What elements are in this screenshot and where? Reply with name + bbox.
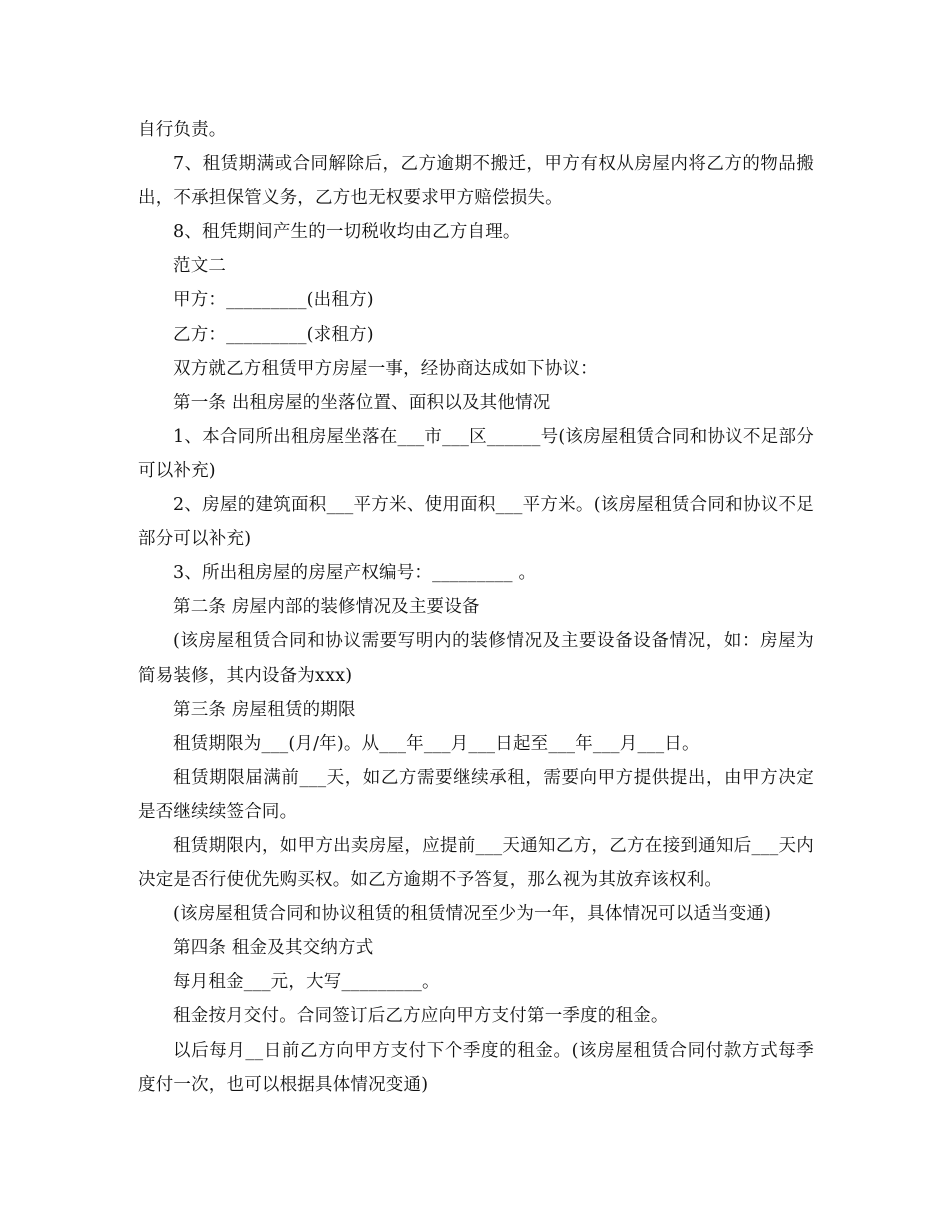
article-4-schedule: 以后每月__日前乙方向甲方支付下个季度的租金。(该房屋租赁合同付款方式每季度付一次，也可以根据具体情况变通) [138, 1040, 814, 1095]
article-1-item-3: 3、所出租房屋的房屋产权编号：_________ 。 [173, 563, 537, 584]
article-4-heading: 第四条 租金及其交纳方式 [173, 938, 374, 959]
section-heading-sample-2: 范文二 [173, 256, 227, 277]
article-4-monthly-rent: 每月租金___元，大写_________。 [173, 972, 440, 993]
article-3-sale: 租赁期限内，如甲方出卖房屋，应提前___天通知乙方，乙方在接到通知后___天内决定是否行使优先购买权。如乙方逾期不予答复，那么视为其放弃该权利。 [138, 835, 814, 891]
party-b-line: 乙方：_________(求租方) [173, 324, 374, 345]
article-1-item-2: 2、房屋的建筑面积___平方米、使用面积___平方米。(该房屋租赁合同和协议不足部分可以补充) [138, 495, 814, 550]
article-2-note: (该房屋租赁合同和协议需要写明内的装修情况及主要设备设备情况，如：房屋为简易装修，其内设备为xxx) [138, 631, 814, 686]
article-3-renewal: 租赁期限届满前___天，如乙方需要继续承租，需要向甲方提供提出，由甲方决定是否继续续签合同。 [138, 767, 814, 822]
paragraph-clause-7: 7、租赁期满或合同解除后，乙方逾期不搬迁，甲方有权从房屋内将乙方的物品搬出，不承担保管义务，乙方也无权要求甲方赔偿损失。 [138, 154, 814, 209]
document-body [138, 113, 814, 1102]
agreement-intro: 双方就乙方租赁甲方房屋一事，经协商达成如下协议： [173, 358, 598, 379]
paragraph-continuation: 自行负责。 [138, 120, 227, 140]
party-a-line: 甲方：_________(出租方) [173, 290, 374, 311]
article-2-heading: 第二条 房屋内部的装修情况及主要设备 [173, 597, 480, 618]
article-3-term: 租赁期限为___(月/年)。从___年___月___日起至___年___月___日。 [173, 733, 700, 754]
article-1-item-1: 1、本合同所出租房屋坐落在___市___区______号(该房屋租赁合同和协议不足部分可以补充) [138, 426, 814, 481]
paragraph-clause-8: 8、租凭期间产生的一切税收均由乙方自理。 [173, 222, 521, 243]
article-3-heading: 第三条 房屋租赁的期限 [173, 699, 356, 720]
article-4-payment: 租金按月交付。合同签订后乙方应向甲方支付第一季度的租金。 [173, 1006, 669, 1027]
article-3-note: (该房屋租赁合同和协议租赁的租赁情况至少为一年，具体情况可以适当变通) [173, 904, 772, 925]
article-1-heading: 第一条 出租房屋的坐落位置、面积以及其他情况 [173, 392, 551, 413]
